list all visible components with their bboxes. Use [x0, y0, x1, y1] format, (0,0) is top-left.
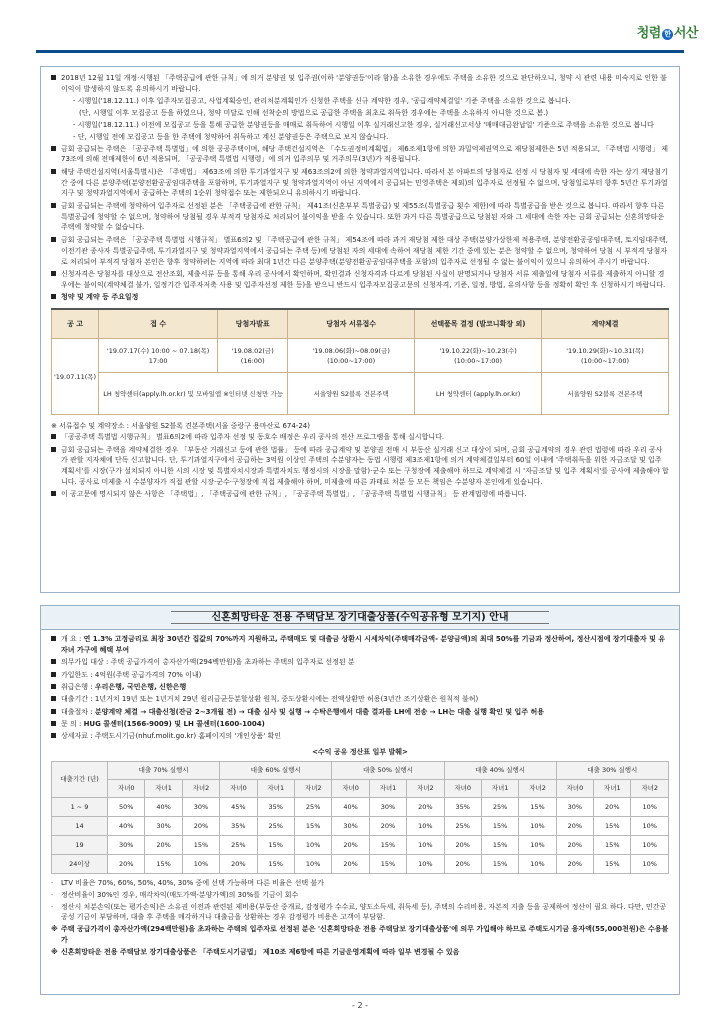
rate-cell: 15%: [145, 854, 182, 873]
rate-cell: 25%: [220, 835, 257, 854]
rate-cell: 20%: [220, 854, 257, 873]
notice-subitem: - 단, 시행일 전에 모집공고 등을 한 주택에 청약하여 취득하고 계신 분양권등은 주택으로 보지 않습니다.: [73, 132, 389, 141]
rate-cell: 15%: [294, 816, 331, 835]
loan-item-label: 의무가입 대상 :: [61, 658, 109, 667]
notice-item: [51, 235, 669, 268]
loan-item: [51, 719, 669, 730]
rate-cell: 20%: [594, 797, 631, 816]
schedule-title: 청약 및 계약 등 주요일정: [61, 293, 139, 302]
rate-cell: 25%: [481, 797, 518, 816]
note-marker: ※: [51, 925, 58, 934]
notice-item: [51, 269, 669, 291]
note-marker: ·: [51, 890, 54, 899]
rate-header-cell: 대출기간 (년): [52, 761, 108, 797]
rate-cell: 15%: [369, 835, 406, 854]
loan-item: [51, 634, 669, 656]
rate-subheader-cell: 자녀2: [631, 779, 669, 797]
loan-item: [51, 657, 669, 668]
rate-cell: 10%: [519, 816, 556, 835]
loan-item-label: 가입한도 :: [61, 670, 93, 679]
rate-subheader-cell: 자녀0: [108, 779, 145, 797]
rate-cell: 50%: [108, 797, 145, 816]
rate-year-cell: 24이상: [52, 854, 108, 873]
schedule-cell: '19.08.02(금) (16:00): [218, 339, 288, 373]
rate-cell: 30%: [369, 797, 406, 816]
page-number: - 2 -: [352, 1001, 368, 1010]
notice-text: 해당 주택건설지역(서울특별시)은 「주택법」 제63조에 의한 투기과열지구 및 제63조의2에 의한 청약과열지역입니다. 따라서 본 아파트의 당첨자로 선정 시 당첨자 및 세대에 속한 자는 상기 재당첨기간 중에 다른 분양주택(분양전환공공임대주택을 포함하며, 투기과열지구 및 청약과열지역이 아닌 지역에서 공급되는 민영주택은 제외)의 입주자로 선정될 수 없으며, 당첨일로부터 향후 5년간 투기과열지구 및 청약과열지역에서 공급하는 주택의 1순위 청약접수 또는 제한되오니 유의하시기 바랍니다.: [61, 167, 668, 198]
rate-group-header: 대출 50% 실행시: [332, 761, 444, 779]
bullet-icon: [51, 75, 56, 80]
rate-cell: 40%: [108, 816, 145, 835]
schedule-cell: 서울양원 S2블록 견본주택: [542, 373, 669, 415]
loan-items: [51, 634, 669, 742]
rate-cell: 30%: [145, 816, 182, 835]
notice-item: [51, 167, 669, 200]
loan-notes: [51, 878, 669, 958]
loan-item-label: 대출절차 :: [61, 707, 93, 716]
bullet-icon: [51, 721, 56, 726]
loan-item: [51, 707, 669, 718]
note-text: 주택 공급가격이 총자산가액(294백만원)을 초과하는 주택의 입주자로 선정된 분은 '신혼희망타운 전용 주택담보 장기대출상품'에 의무 가입해야 하므로 주택도시기금 융자액(55,000천원)은 수용불가: [61, 925, 669, 945]
logo-text: 청렴: [636, 26, 661, 41]
rate-cell: 35%: [220, 816, 257, 835]
rate-cell: 10%: [407, 816, 444, 835]
rate-cell: 10%: [519, 854, 556, 873]
bullet-icon: [51, 684, 56, 689]
rate-cell: 10%: [407, 835, 444, 854]
schedule-cell: LH 청약센터 (apply.lh.or.kr): [415, 373, 542, 415]
notice-text: 금회 공급되는 주택을 계약체결한 경우 「부동산 거래신고 등에 관한 법률」 등에 따라 공급계약 및 분양권 전매 시 부동산 실거래 신고 대상이 되며, 금회 공급계약의 경우 관련 법령에 따라 우리 공사가 관할 지자체에 단독 신고합니다. 단, 투기과열지구에서 공급하는 3억원 이상인 주택의 수분양자는 동법 시행령 제3조제1항에 의거 계약체결일부터 60일 이내에 '주택취득을 위한 자금조달 및 입주 계획서'를 시장(구가 설치되지 아니한 시의 시장 및 특별자치시장과 특별자치도 행정시의 시장을 말함)·군수 또는 구청장에 제출해야 하므로 계약체결 시 '자금조달 및 입주 계획서'를 공사에 제출해야 합니다. 공사로 미제출 시 수분양자가 직접 관할 시장·군수·구청장에 직접 제출해야 하며, 미제출에 따른 과태료 처분 등 모든 책임은 수분양자 본인에게 있습니다.: [61, 445, 669, 487]
loan-item-text: 우리은행, 국민은행, 신한은행: [94, 682, 187, 691]
schedule-header-cell: 접 수: [99, 309, 218, 339]
loan-item: [51, 731, 669, 742]
rate-subheader-cell: 자녀1: [594, 779, 631, 797]
rate-cell: 25%: [444, 816, 481, 835]
note-text: 정산비율이 30%인 경우, 매각차익(매도가액-분양가액)의 30%를 기금이 회수: [61, 890, 299, 899]
rate-cell: 15%: [481, 835, 518, 854]
rate-subheader-cell: 자녀0: [444, 779, 481, 797]
rate-subheader-cell: 자녀1: [145, 779, 182, 797]
rate-cell: 20%: [332, 835, 369, 854]
bullet-icon: [51, 169, 56, 174]
note-marker: ·: [51, 902, 54, 911]
rate-cell: 20%: [556, 854, 593, 873]
rate-cell: 40%: [332, 797, 369, 816]
notice-subitem: - 시행일('18.12.11.) 이전에 모집공고 등을 통해 공급한 분양권등을 매매로 취득하여 시행일 이후 실거래신고한 경우, 실거래신고서상 '매매대금완납일' 기준으로 주택을 소유한 것으로 봅니다: [73, 120, 654, 129]
schedule-heading: [51, 292, 669, 303]
rate-group-header: 대출 30% 실행시: [556, 761, 668, 779]
bullet-icon: [51, 636, 56, 641]
note-text: 신혼희망타운 전용 주택담보 장기대출상품은 「주택도시기금법」 제10조 제6항에 따른 기금운영계획에 따라 일부 변경될 수 있음: [61, 948, 460, 956]
rate-group-header: 대출 40% 실행시: [444, 761, 556, 779]
rate-subheader-cell: 자녀0: [556, 779, 593, 797]
rate-cell: 30%: [332, 816, 369, 835]
rate-cell: 45%: [220, 797, 257, 816]
rate-cell: 20%: [108, 854, 145, 873]
rate-cell: 10%: [519, 835, 556, 854]
logo-text-2: 서산: [673, 26, 698, 41]
notice-item: [51, 144, 669, 166]
rate-cell: 15%: [481, 854, 518, 873]
notice-item: [51, 489, 669, 500]
schedule-cell: '19.07.11(목): [52, 339, 99, 415]
bullet-icon: [51, 271, 56, 276]
rate-cell: 10%: [407, 854, 444, 873]
table-row: [52, 816, 669, 835]
bullet-icon: [51, 237, 56, 242]
rate-subheader-cell: 자녀0: [220, 779, 257, 797]
notice-text: 금회 공급되는 주택은 「공공주택 특별법」에 의한 공공주택이며, 해당 주택건설지역은 「수도권정비계획법」 제6조제1항에 의한 과밀억제권역으로 재당첨제한은 5년 적용되고, 「주택법 시행령」 제73조에 의해 전매제한이 6년 적용되며, 「공공주택 특별법 시행령」에 의거 입주의무 및 거주의무(3년)가 적용됩니다.: [61, 144, 669, 164]
rate-cell: 15%: [481, 816, 518, 835]
schedule-cell: '19.10.22(화)~10.23(수) (10:00~17:00): [415, 339, 542, 373]
rate-cell: 25%: [257, 816, 294, 835]
schedule-cell: '19.07.17(수) 10:00 ~ 07.18(목) 17:00: [99, 339, 218, 373]
loan-item-label: 취급은행 :: [61, 682, 93, 691]
rate-cell: 15%: [257, 854, 294, 873]
loan-item-label: 개 요 :: [61, 635, 82, 643]
bullet-icon: [51, 709, 56, 714]
loan-item-text: 주택 공급가격이 총자산가액(294백만원)을 초과하는 주택의 입주자로 선정된 분: [110, 658, 355, 667]
notice-text: 금회 공급되는 주택은 「공공주택 특별법 시행규칙」 별표6의2 및 「주택공급에 관한 규칙」 제54조에 따라 과거 재당첨 제한 대상 주택(분양가상한제 적용주택, 분양전환공공임대주택, 토지임대주택, 이전기관 종사자 특별공급주택, 투기과열지구 및 청약과열지역에서 공급되는 주택 등)에 당첨된 자의 세대에 속하여 재당첨 제한 기간 중에 있는 분은 청약할 수 없으며, 청약하여 당첨 시 부적격 당첨자로 처리되어 부적격 당첨자 본인은 향후 청약하려는 지역에 따라 최대 1년간 다른 분양주택(분양전환공공임대주택을 포함)의 입주자로 선정될 수 없는 불이익이 있으니 유의하여 주시기 바랍니다.: [61, 235, 668, 266]
header-rule: [36, 50, 684, 53]
rate-year-cell: 19: [52, 835, 108, 854]
rate-cell: 20%: [556, 835, 593, 854]
schedule-cell: LH 청약센터(apply.lh.or.kr) 및 모바일앱 ※인터넷 신청만 가능: [99, 373, 288, 415]
schedule-row: [52, 373, 669, 415]
rate-cell: 10%: [631, 854, 669, 873]
loan-section: [40, 605, 680, 995]
notice-text: 이 공고문에 명시되지 않은 사항은 「주택법」, 「주택공급에 관한 규칙」, 「공공주택 특별법」, 「공공주택 특별법 시행규칙」 등 관계법령에 따릅니다.: [61, 490, 527, 499]
rate-cell: 15%: [369, 854, 406, 873]
table-row: [52, 797, 669, 816]
rate-subheader-cell: 자녀2: [519, 779, 556, 797]
schedule-header-cell: 당첨자발표: [218, 309, 288, 339]
notice-item: [51, 73, 669, 95]
loan-note: [51, 890, 669, 901]
schedule-cell: '19.08.06(화)~08.09(금) (10:00~17:00): [288, 339, 415, 373]
notice-item: [51, 445, 669, 488]
loan-section-title: [41, 606, 679, 630]
loan-item-text: 4억원(주택 공급가격의 70% 이내): [94, 670, 202, 679]
notice-item: [51, 201, 669, 234]
rate-cell: 10%: [294, 854, 331, 873]
loan-note: [51, 902, 669, 924]
notice-text: 「공공주택 특별법 시행규칙」 별표6의2에 따라 입주자 선정 및 동호수 배정은 우리 공사의 전산 프로그램을 통해 실시합니다.: [61, 433, 445, 442]
rate-cell: 40%: [145, 797, 182, 816]
loan-note: [51, 878, 669, 889]
rate-group-header: 대출 70% 실행시: [108, 761, 220, 779]
note-text: LTV 비율은 70%, 60%, 50%, 40%, 30% 중에 선택 가능하며 다른 비율은 선택 불가: [61, 878, 324, 887]
rate-cell: 30%: [556, 797, 593, 816]
schedule-header-cell: 공 고: [52, 309, 99, 339]
rate-cell: 35%: [444, 797, 481, 816]
bullet-icon: [51, 434, 56, 439]
logo-mark: 한: [662, 29, 673, 40]
notice-text: 금회 공급되는 주택에 청약하여 입주자로 선정된 분은 「주택공급에 관한 규칙」 제41조(신혼부부 특별공급) 및 제55조(특별공급 횟수 제한)에 따라 특별공급을 받은 것으로 봅니다. 따라서 향후 다른 특별공급에 청약할 수 없으며, 청약하여 당첨될 경우 부적격 당첨자로 처리되어 불이익을 받을 수 있습니다. 또한 과거 다른 특별공급으로 당첨된 자와 그 세대에 속한 자는 금회 공급되는 신혼희망타운주택에 청약할 수 없습니다.: [61, 201, 665, 232]
rate-cell: 20%: [444, 854, 481, 873]
loan-item-label: 상세자료 :: [61, 732, 93, 741]
rate-cell: 30%: [108, 835, 145, 854]
loan-note: [51, 947, 669, 958]
schedule-header-cell: 계약체결: [542, 309, 669, 339]
rate-cell: 10%: [631, 797, 669, 816]
schedule-row: [52, 339, 669, 373]
rate-cell: 15%: [182, 835, 219, 854]
bullet-icon: [51, 447, 56, 452]
notice-text: 신청자격은 당첨자를 대상으로 전산조회, 제출서류 등을 통해 우리 공사에서 확인하며, 확인결과 신청자격과 다르게 당첨된 사실이 판명되거나 당첨자 서류 제출일에 당첨자 서류를 제출하지 아니할 경우에는 불이익(계약체결 불가, 일정기간 입주자저축 사용 및 입주자선정 제한 등)을 받으니 반드시 입주자모집공고문의 신청자격, 기준, 일정, 방법, 유의사항 등을 정확히 확인 후 신청하시기 바랍니다.: [61, 269, 666, 289]
rate-subheader-cell: 자녀2: [407, 779, 444, 797]
rate-cell: 30%: [182, 797, 219, 816]
loan-item-text: 연 1.3% 고정금리로 최장 30년간 집값의 70%까지 지원하고, 주택매도 및 대출금 상환시 시세차익(주택매각금액- 분양금액)의 최대 50%를 기금과 정산하여, 정산시점에 장기대출자 및 유자녀 가구에 혜택 부여: [61, 635, 666, 654]
bullet-icon: [51, 203, 56, 208]
loan-item-text: HUG 콜센터(1566-9009) 및 LH 콜센터(1600-1004): [83, 719, 265, 728]
schedule-cell: '19.10.29(화)~10.31(목) (10:00~17:00): [542, 339, 669, 373]
notice-text: 2018년 12월 11일 개정·시행된 「주택공급에 관한 규칙」에 의거 분양권 및 입주권(이하 '분양권등'이라 함)을 소유한 경우에도 주택을 소유한 것으로 판단하오니, 청약 시 관련 내용 미숙지로 인한 불이익이 발생하지 않도록 유의하시기 바랍니다.: [61, 74, 667, 93]
bullet-icon: [51, 146, 56, 151]
schedule-cell: 서울양원 S2블록 견본주택: [288, 373, 415, 415]
loan-body: [41, 630, 679, 958]
rate-cell: 15%: [257, 835, 294, 854]
rate-cell: 15%: [594, 854, 631, 873]
rate-subheader-cell: 자녀1: [369, 779, 406, 797]
loan-item: [51, 682, 669, 693]
rate-year-cell: 14: [52, 816, 108, 835]
schedule-table: [51, 308, 669, 416]
rate-cell: 10%: [631, 816, 669, 835]
bullet-icon: [51, 294, 56, 299]
table-row: [52, 835, 669, 854]
schedule-header-cell: 선택품목 결정 (발코니확장 외): [415, 309, 542, 339]
rate-cell: 15%: [519, 797, 556, 816]
schedule-header-cell: 당첨자 서류접수: [288, 309, 415, 339]
table-caption: <수익 공유 정산표 일부 발췌>: [312, 748, 408, 757]
rate-cell: 20%: [145, 835, 182, 854]
rate-year-cell: 1 ~ 9: [52, 797, 108, 816]
loan-item-text: 1년거치 19년 또는 1년거치 29년 원리금균등분할상환 원칙, 중도상환시에는 전액상환만 허용(3년간 조기상환은 원칙적 불허): [94, 695, 479, 704]
rate-subheader-cell: 자녀1: [481, 779, 518, 797]
rate-cell: 20%: [444, 835, 481, 854]
loan-item-label: 문 의 :: [61, 719, 82, 728]
rate-cell: 15%: [594, 835, 631, 854]
rate-subheader-cell: 자녀0: [332, 779, 369, 797]
rate-header-row: [52, 761, 669, 779]
notice-subitem: (단, 시행일 이후 모집공고 등을 하였으나, 청약 미달로 인해 선착순의 방법으로 공급한 주택을 최초로 취득한 경우에는 주택을 소유하지 아니한 것으로 봄.): [79, 109, 549, 118]
rate-cell: 20%: [556, 816, 593, 835]
notice-section: [40, 66, 680, 593]
rate-subheader-cell: 자녀1: [257, 779, 294, 797]
logo: [637, 24, 698, 44]
rate-cell: 20%: [332, 854, 369, 873]
rate-subheader-row: [52, 779, 669, 797]
bullet-icon: [51, 491, 56, 496]
rate-cell: 10%: [631, 835, 669, 854]
bullet-icon: [51, 659, 56, 664]
settlement-table: [51, 761, 669, 874]
loan-note: [51, 924, 669, 946]
rate-cell: 20%: [182, 816, 219, 835]
rate-cell: 20%: [407, 797, 444, 816]
rate-cell: 25%: [294, 797, 331, 816]
bullet-icon: [51, 672, 56, 677]
notice-subitem: - 시행일('18.12.11.) 이후 입주자모집공고, 사업계획승인, 관리처분계획인가 신청한 주택을 신규 계약한 경우, '공급계약체결일' 기준 주택을 소유한 것으로 봅니다.: [73, 97, 571, 106]
table-row: [52, 854, 669, 873]
note-marker: ※: [51, 948, 58, 956]
rate-cell: 20%: [369, 816, 406, 835]
loan-item-text: 분양계약 체결 → 대출신청(잔금 2~3개월 전) → 대출 심사 및 실행 → 수탁은행에서 대출 결과를 LH에 전송 → LH는 대출 실행 확인 및 입주 허용: [94, 707, 545, 716]
rate-cell: 35%: [257, 797, 294, 816]
bullet-icon: [51, 696, 56, 701]
rate-group-header: 대출 60% 실행시: [220, 761, 332, 779]
notice-item: [51, 432, 669, 443]
schedule-header-row: [52, 309, 669, 339]
rate-subheader-cell: 자녀2: [182, 779, 219, 797]
note-marker: ·: [51, 878, 54, 887]
loan-item-text: 주택도시기금(nhuf.molit.go.kr) 홈페이지의 '개인상품' 확인: [94, 732, 282, 741]
loan-item-label: 대출기간 :: [61, 695, 93, 704]
rate-cell: 15%: [594, 816, 631, 835]
loan-item: [51, 694, 669, 705]
loan-item: [51, 670, 669, 681]
rate-cell: 10%: [294, 835, 331, 854]
loan-title-text: 신혼희망타운 전용 주택담보 장기대출상품(수익공유형 모기지) 안내: [171, 611, 548, 624]
rate-cell: 10%: [182, 854, 219, 873]
rate-subheader-cell: 자녀2: [294, 779, 331, 797]
bullet-icon: [51, 733, 56, 738]
note-text: 정산시 처분손익(또는 평가손익)은 소유권 이전과 관련된 제비용(부동산 중개료, 감정평가 수수료, 양도소득세, 취득세 등), 주택의 수리비용, 자본적 지출 등을 공제하여 정산이 필요 하다. 다만, 민간공공성 기금이 부담하며, 대출 후 주택을 매각하거나 대출금을 상환하는 경우 감정평가 비용은 고객이 부담함.: [61, 902, 667, 922]
location-note: ※ 서류접수 및 계약장소 : 서울양원 S2블록 견본주택(서울 중랑구 용마산로 674-24): [51, 422, 310, 431]
